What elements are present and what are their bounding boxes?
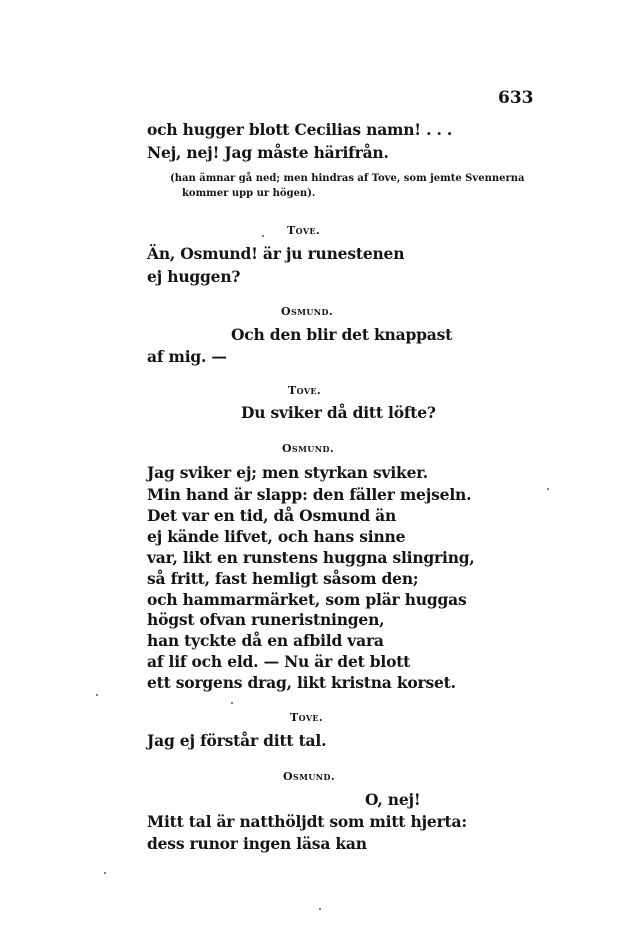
paper-speck [547,488,549,490]
speaker-osmund: Osmund. [281,305,334,318]
text-line: var, likt en runstens huggna slingring, [147,548,475,567]
paper-speck [262,235,264,237]
text-line: af mig. — [147,347,227,366]
speaker-osmund: Osmund. [282,442,335,455]
stage-direction: (han ämnar gå ned; men hindras af Tove, som jemte Svennerna [170,173,525,184]
text-line: ej kände lifvet, och hans sinne [147,527,406,546]
paper-speck [231,702,233,704]
text-line: Jag sviker ej; men styrkan sviker. [147,463,428,482]
text-line: så fritt, fast hemligt såsom den; [147,569,419,588]
paper-speck [104,872,106,874]
text-line: Jag ej förstår ditt tal. [147,731,327,750]
text-line: Än, Osmund! är ju runestenen [147,244,405,263]
text-line: och hugger blott Cecilias namn! . . . [147,120,453,139]
speaker-tove: Tove. [287,224,321,237]
text-line: han tyckte då en afbild vara [147,631,384,650]
text-line: ett sorgens drag, likt kristna korset. [147,673,456,692]
text-line: Det var en tid, då Osmund än [147,506,397,525]
text-line: af lif och eld. — Nu är det blott [147,652,411,671]
text-line: högst ofvan runeristningen, [147,610,385,629]
paper-speck [319,908,321,910]
speaker-osmund: Osmund. [283,770,336,783]
text-line: och hammarmärket, som plär huggas [147,590,467,609]
text-line: Mitt tal är natthöljdt som mitt hjerta: [147,812,467,831]
text-line: Och den blir det knappast [231,325,453,344]
text-line: Min hand är slapp: den fäller mejseln. [147,485,472,504]
text-line: Du sviker då ditt löfte? [241,403,436,422]
text-line: Nej, nej! Jag måste härifrån. [147,143,389,162]
text-line: O, nej! [365,790,421,809]
speaker-tove: Tove. [288,384,322,397]
page-number: 633 [498,88,534,108]
text-line: ej huggen? [147,267,241,286]
speaker-tove: Tove. [290,711,324,724]
paper-speck [96,694,98,696]
stage-direction: kommer upp ur högen). [182,188,316,199]
text-line: dess runor ingen läsa kan [147,834,367,853]
